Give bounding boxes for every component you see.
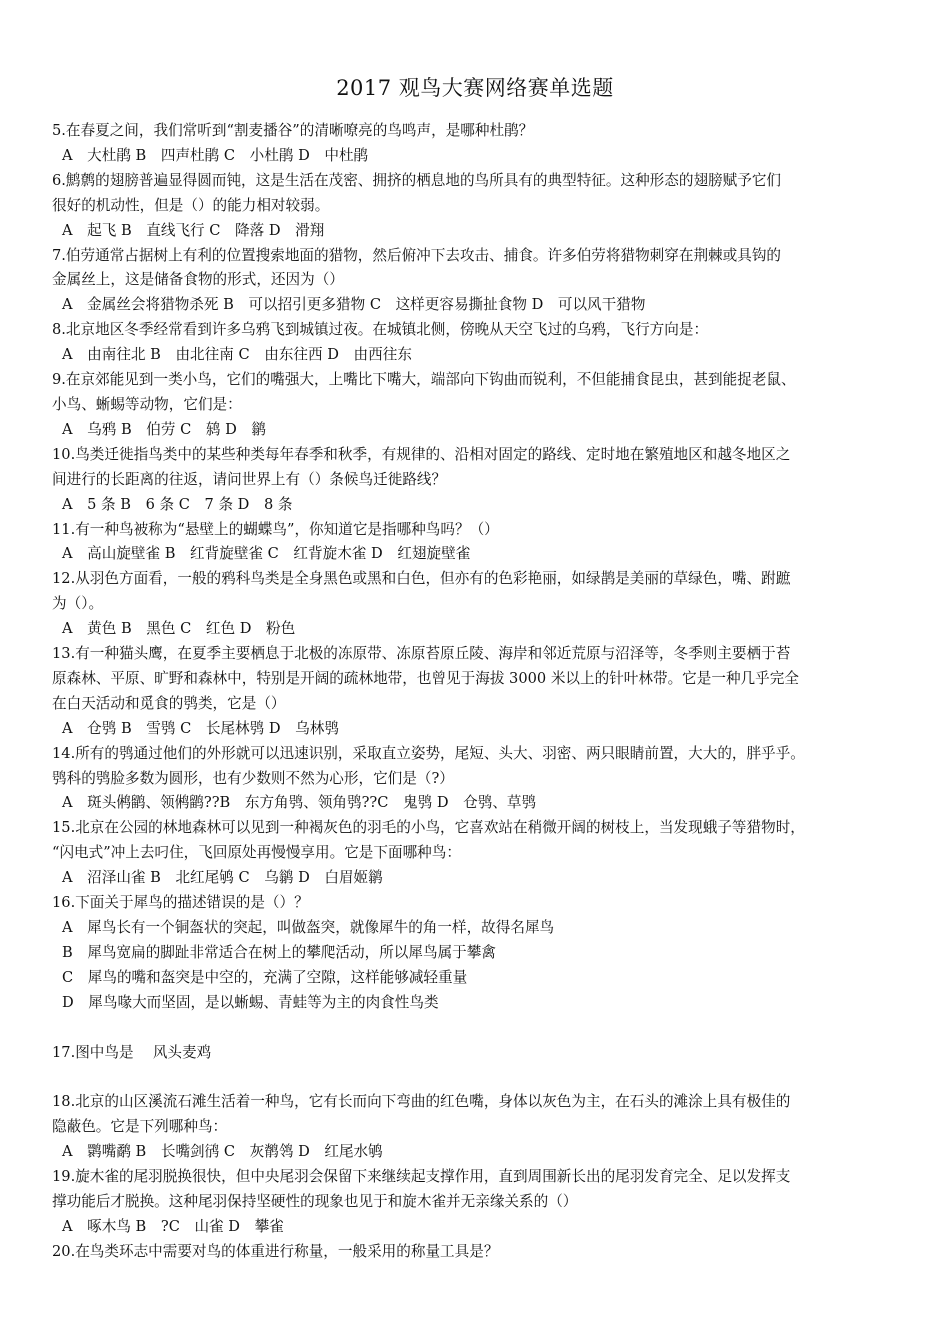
question-text: 10.鸟类迁徙指鸟类中的某些种类每年春季和秋季，有规律的、沿相对固定的路线、定时地在繁殖地区和越冬地区之 (52, 445, 791, 463)
question-text: 16.下面关于犀鸟的描述错误的是（）？ (52, 894, 309, 912)
answer-options: A 啄木鸟 B ?C 山雀 D 攀雀 (62, 1217, 284, 1235)
answer-options: A 斑头鸺鹠、领鸺鹠??B 东方角鸮、领角鸮??C 鬼鸮 D 仓鸮、草鸮 (62, 794, 537, 812)
question-text-continued: 鸮科的鸮脸多数为圆形，也有少数则不然为心形，它们是（?） (52, 769, 454, 787)
answer-options: A 乌鸦 B 伯劳 C 鸫 D 鹟 (62, 420, 266, 438)
question-text: 19.旋木雀的尾羽脱换很快，但中央尾羽会保留下来继续起支撑作用，直到周围新长出的尾羽发育完全、足以发挥支 (52, 1168, 791, 1186)
question-text: 14.所有的鸮通过他们的外形就可以迅速识别，采取直立姿势，尾短、头大、羽密、两只眼睛前置，大大的，胖乎乎。 (52, 744, 805, 762)
answer-options: A 黄色 B 黑色 C 红色 D 粉色 (62, 620, 296, 638)
question-text-continued: “闪电式”冲上去叼住，飞回原处再慢慢享用。它是下面哪种鸟： (52, 844, 461, 862)
question-text-continued: 小鸟、蜥蜴等动物，它们是： (52, 395, 242, 413)
answer-options: A 沼泽山雀 B 北红尾鸲 C 乌鹟 D 白眉姬鹟 (62, 869, 383, 887)
answer-options: A 金属丝会将猎物杀死 B 可以招引更多猎物 C 这样更容易撕扯食物 D 可以风干猎物 (62, 296, 646, 314)
answer-options: A 仓鸮 B 雪鸮 C 长尾林鸮 D 乌林鸮 (62, 719, 339, 737)
question-text: 15.北京在公园的林地森林可以见到一种褐灰色的羽毛的小鸟，它喜欢站在稍微开阔的树枝上，当发现蛾子等猎物时， (52, 819, 805, 837)
question-text: 11.有一种鸟被称为“悬壁上的蝴蝶鸟”，你知道它是指哪种鸟吗？（） (52, 520, 499, 538)
question-text: 17.图中鸟是 风头麦鸡 (52, 1043, 212, 1061)
question-text-continued: 很好的机动性，但是（）的能力相对较弱。 (52, 196, 330, 214)
answer-options: A 高山旋壁雀 B 红背旋壁雀 C 红背旋木雀 D 红翅旋壁雀 (62, 545, 471, 563)
answer-options: C 犀鸟的嘴和盔突是中空的，充满了空隙，这样能够减轻重量 (62, 968, 468, 986)
document-title: 2017 观鸟大赛网络赛单选题 (336, 76, 614, 100)
answer-options: D 犀鸟喙大而坚固，是以蜥蜴、青蛙等为主的肉食性鸟类 (62, 993, 439, 1011)
question-text: 7.伯劳通常占据树上有利的位置搜索地面的猎物，然后俯冲下去攻击、捕食。许多伯劳将猎物刺穿在荆棘或具钩的 (52, 246, 782, 264)
question-text: 12.从羽色方面看，一般的鸦科鸟类是全身黑色或黑和白色，但亦有的色彩艳丽，如绿鹊是美丽的草绿色，嘴、跗蹠 (52, 570, 791, 588)
question-text-continued: 在白天活动和觅食的鸮类，它是（） (52, 694, 286, 712)
question-text-continued: 撑功能后才脱换。这种尾羽保持坚硬性的现象也见于和旋木雀并无亲缘关系的（） (52, 1192, 578, 1210)
question-text-continued: 原森林、平原、旷野和森林中，特别是开阔的疏林地带，也曾见于海拔 3000 米以上的针叶林带。它是一种几乎完全 (52, 669, 799, 687)
question-text: 5.在春夏之间，我们常听到“割麦播谷”的清晰嘹亮的鸟鸣声，是哪种杜鹃？ (52, 122, 534, 139)
answer-options: A 5 条 B 6 条 C 7 条 D 8 条 (62, 495, 293, 513)
answer-options: A 起飞 B 直线飞行 C 降落 D 滑翔 (62, 221, 325, 239)
question-text: 6.鹪鹩的翅膀普遍显得圆而钝，这是生活在茂密、拥挤的栖息地的鸟所具有的典型特征。这种形态的翅膀赋予它们 (52, 171, 782, 189)
answer-options: A 大杜鹃 B 四声杜鹃 C 小杜鹃 D 中杜鹃 (62, 146, 369, 164)
question-text: 20.在鸟类环志中需要对鸟的体重进行称量，一般采用的称量工具是？ (52, 1242, 499, 1260)
question-text-continued: 为（）。 (52, 595, 104, 613)
answer-options: A 由南往北 B 由北往南 C 由东往西 D 由西往东 (62, 346, 412, 364)
question-text: 18.北京的山区溪流石滩生活着一种鸟，它有长而向下弯曲的红色嘴，身体以灰色为主，在石头的滩涂上具有极佳的 (52, 1093, 791, 1111)
question-list (52, 119, 900, 1265)
answer-options: B 犀鸟宽扁的脚趾非常适合在树上的攀爬活动，所以犀鸟属于攀禽 (62, 943, 496, 961)
blank-line (52, 1065, 900, 1090)
question-text-continued: 金属丝上，这是储备食物的形式，还因为（） (52, 271, 344, 289)
answer-options: A 鹮嘴鹬 B 长嘴剑鸻 C 灰鹡鸰 D 红尾水鸲 (62, 1143, 383, 1161)
answer-options: A 犀鸟长有一个铜盔状的突起，叫做盔突，就像犀牛的角一样，故得名犀鸟 (62, 919, 555, 936)
question-text-continued: 间进行的长距离的往返，请问世界上有（）条候鸟迁徙路线？ (52, 470, 447, 488)
question-text: 9.在京郊能见到一类小鸟，它们的嘴强大，上嘴比下嘴大，端部向下钩曲而锐利，不但能捕食昆虫，甚到能捉老鼠、 (52, 371, 796, 389)
question-text: 13.有一种猫头鹰，在夏季主要栖息于北极的冻原带、冻原苔原丘陵、海岸和邻近荒原与沼泽等，冬季则主要栖于苔 (52, 645, 791, 663)
blank-line (52, 1016, 900, 1041)
question-text: 8.北京地区冬季经常看到许多乌鸦飞到城镇过夜。在城镇北侧，傍晚从天空飞过的乌鸦，飞行方向是： (52, 321, 709, 339)
question-text-continued: 隐蔽色。它是下列哪种鸟： (52, 1118, 228, 1136)
